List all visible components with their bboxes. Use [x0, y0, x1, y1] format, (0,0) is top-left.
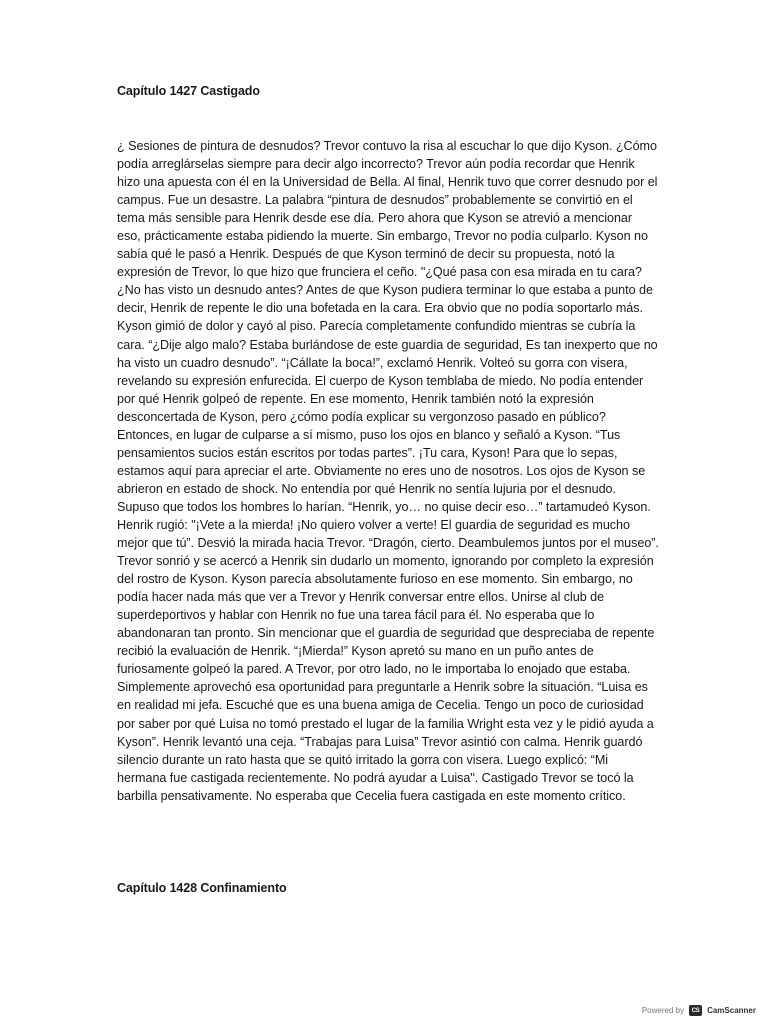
chapter-1428-title: Capítulo 1428 Confinamiento [117, 881, 287, 895]
powered-by-label: Powered by [641, 1006, 685, 1015]
camscanner-logo-icon: CS [689, 1005, 702, 1016]
camscanner-brand-label: CamScanner [707, 1006, 756, 1015]
camscanner-watermark [642, 1005, 756, 1016]
chapter-1427-title: Capítulo 1427 Castigado [117, 84, 260, 98]
chapter-1427-body: ¿ Sesiones de pintura de desnudos? Trevor contuvo la risa al escuchar lo que dijo Kyson. ¿Cómo podía arreglárselas siempre para decir algo incorrecto? Trevor aún podía recordar que Henrik hizo una apuesta con él en la Universidad de Bella. Al final, Henrik tuvo que correr desnudo por el campus. Fue un desastre. La palabra “pintura de desnudos” probablemente se convirtió en el tema más sensible para Henrik desde ese día. Pero ahora que Kyson se atrevió a mencionar eso, prácticamente estaba pidiendo la muerte. Sin embargo, Trevor no podía culparlo. Kyson no sabía qué le pasó a Henrik. Después de que Kyson terminó de decir su propuesta, notó la expresión de Trevor, lo que hizo que frunciera el ceño. "¿Qué pasa con esa mirada en tu cara? ¿No has visto un desnudo antes? Antes de que Kyson pudiera terminar lo que estaba a punto de decir, Henrik de repente le dio una bofetada en la cara. Era obvio que no podía soportarlo más. Kyson gimió de dolor y cayó al piso. Parecía completamente confundido mientras se cubría la cara. “¿Dije algo malo? Estaba burlándose de este guardia de seguridad, Es tan inexperto que no ha visto un cuadro desnudo”. “¡Cállate la boca!”, exclamó Henrik. Volteó su gorra con visera, revelando su expresión enfurecida. El cuerpo de Kyson temblaba de miedo. No podía entender por qué Henrik golpeó de repente. En ese momento, Henrik también notó la expresión desconcertada de Kyson, pero ¿cómo podía explicar su vergonzoso pasado en público? Entonces, en lugar de culparse a sí mismo, puso los ojos en blanco y señaló a Kyson. “Tus pensamientos sucios están escritos por todas partes”. ¡Tu cara, Kyson! Para que lo sepas, estamos aquí para apreciar el arte. Obviamente no eres uno de nosotros. Los ojos de Kyson se abrieron en estado de shock. No entendía por qué Henrik no sentía lujuria por el desnudo. Supuso que todos los hombres lo harían. “Henrik, yo… no quise decir eso…” tartamudeó Kyson. Henrik rugió: "¡Vete a la mierda! ¡No quiero volver a verte! El guardia de seguridad es mucho mejor que tú”. Desvió la mirada hacia Trevor. “Dragón, cierto. Deambulemos juntos por el museo”. Trevor sonrió y se acercó a Henrik sin dudarlo un momento, ignorando por completo la expresión del rostro de Kyson. Kyson parecía absolutamente furioso en ese momento. Sin embargo, no podía hacer nada más que ver a Trevor y Henrik conversar entre ellos. Unirse al club de superdeportivos y hablar con Henrik no fue una tarea fácil para él. No esperaba que lo abandonaran tan pronto. Sin mencionar que el guardia de seguridad que despreciaba de repente recibió la evaluación de Henrik. “¡Mierda!” Kyson apretó su mano en un puño antes de furiosamente golpeó la pared. A Trevor, por otro lado, no le importaba lo enojado que estaba. Simplemente aprovechó esa oportunidad para preguntarle a Henrik sobre la situación. “Luisa es en realidad mi jefa. Escuché que es una buena amiga de Cecelia. Tengo un poco de curiosidad por saber por qué Luisa no tomó prestado el lugar de la familia Wright esta vez y le pidió ayuda a Kyson”. Henrik levantó una ceja. “Trabajas para Luisa” Trevor asintió con calma. Henrik guardó silencio durante un rato hasta que se quitó irritado la gorra con visera. Luego explicó: “Mi hermana fue castigada recientemente. No podrá ayudar a Luisa". Castigado Trevor se tocó la barbilla pensativamente. No esperaba que Cecelia fuera castigada en este momento crítico. [117, 139, 659, 803]
